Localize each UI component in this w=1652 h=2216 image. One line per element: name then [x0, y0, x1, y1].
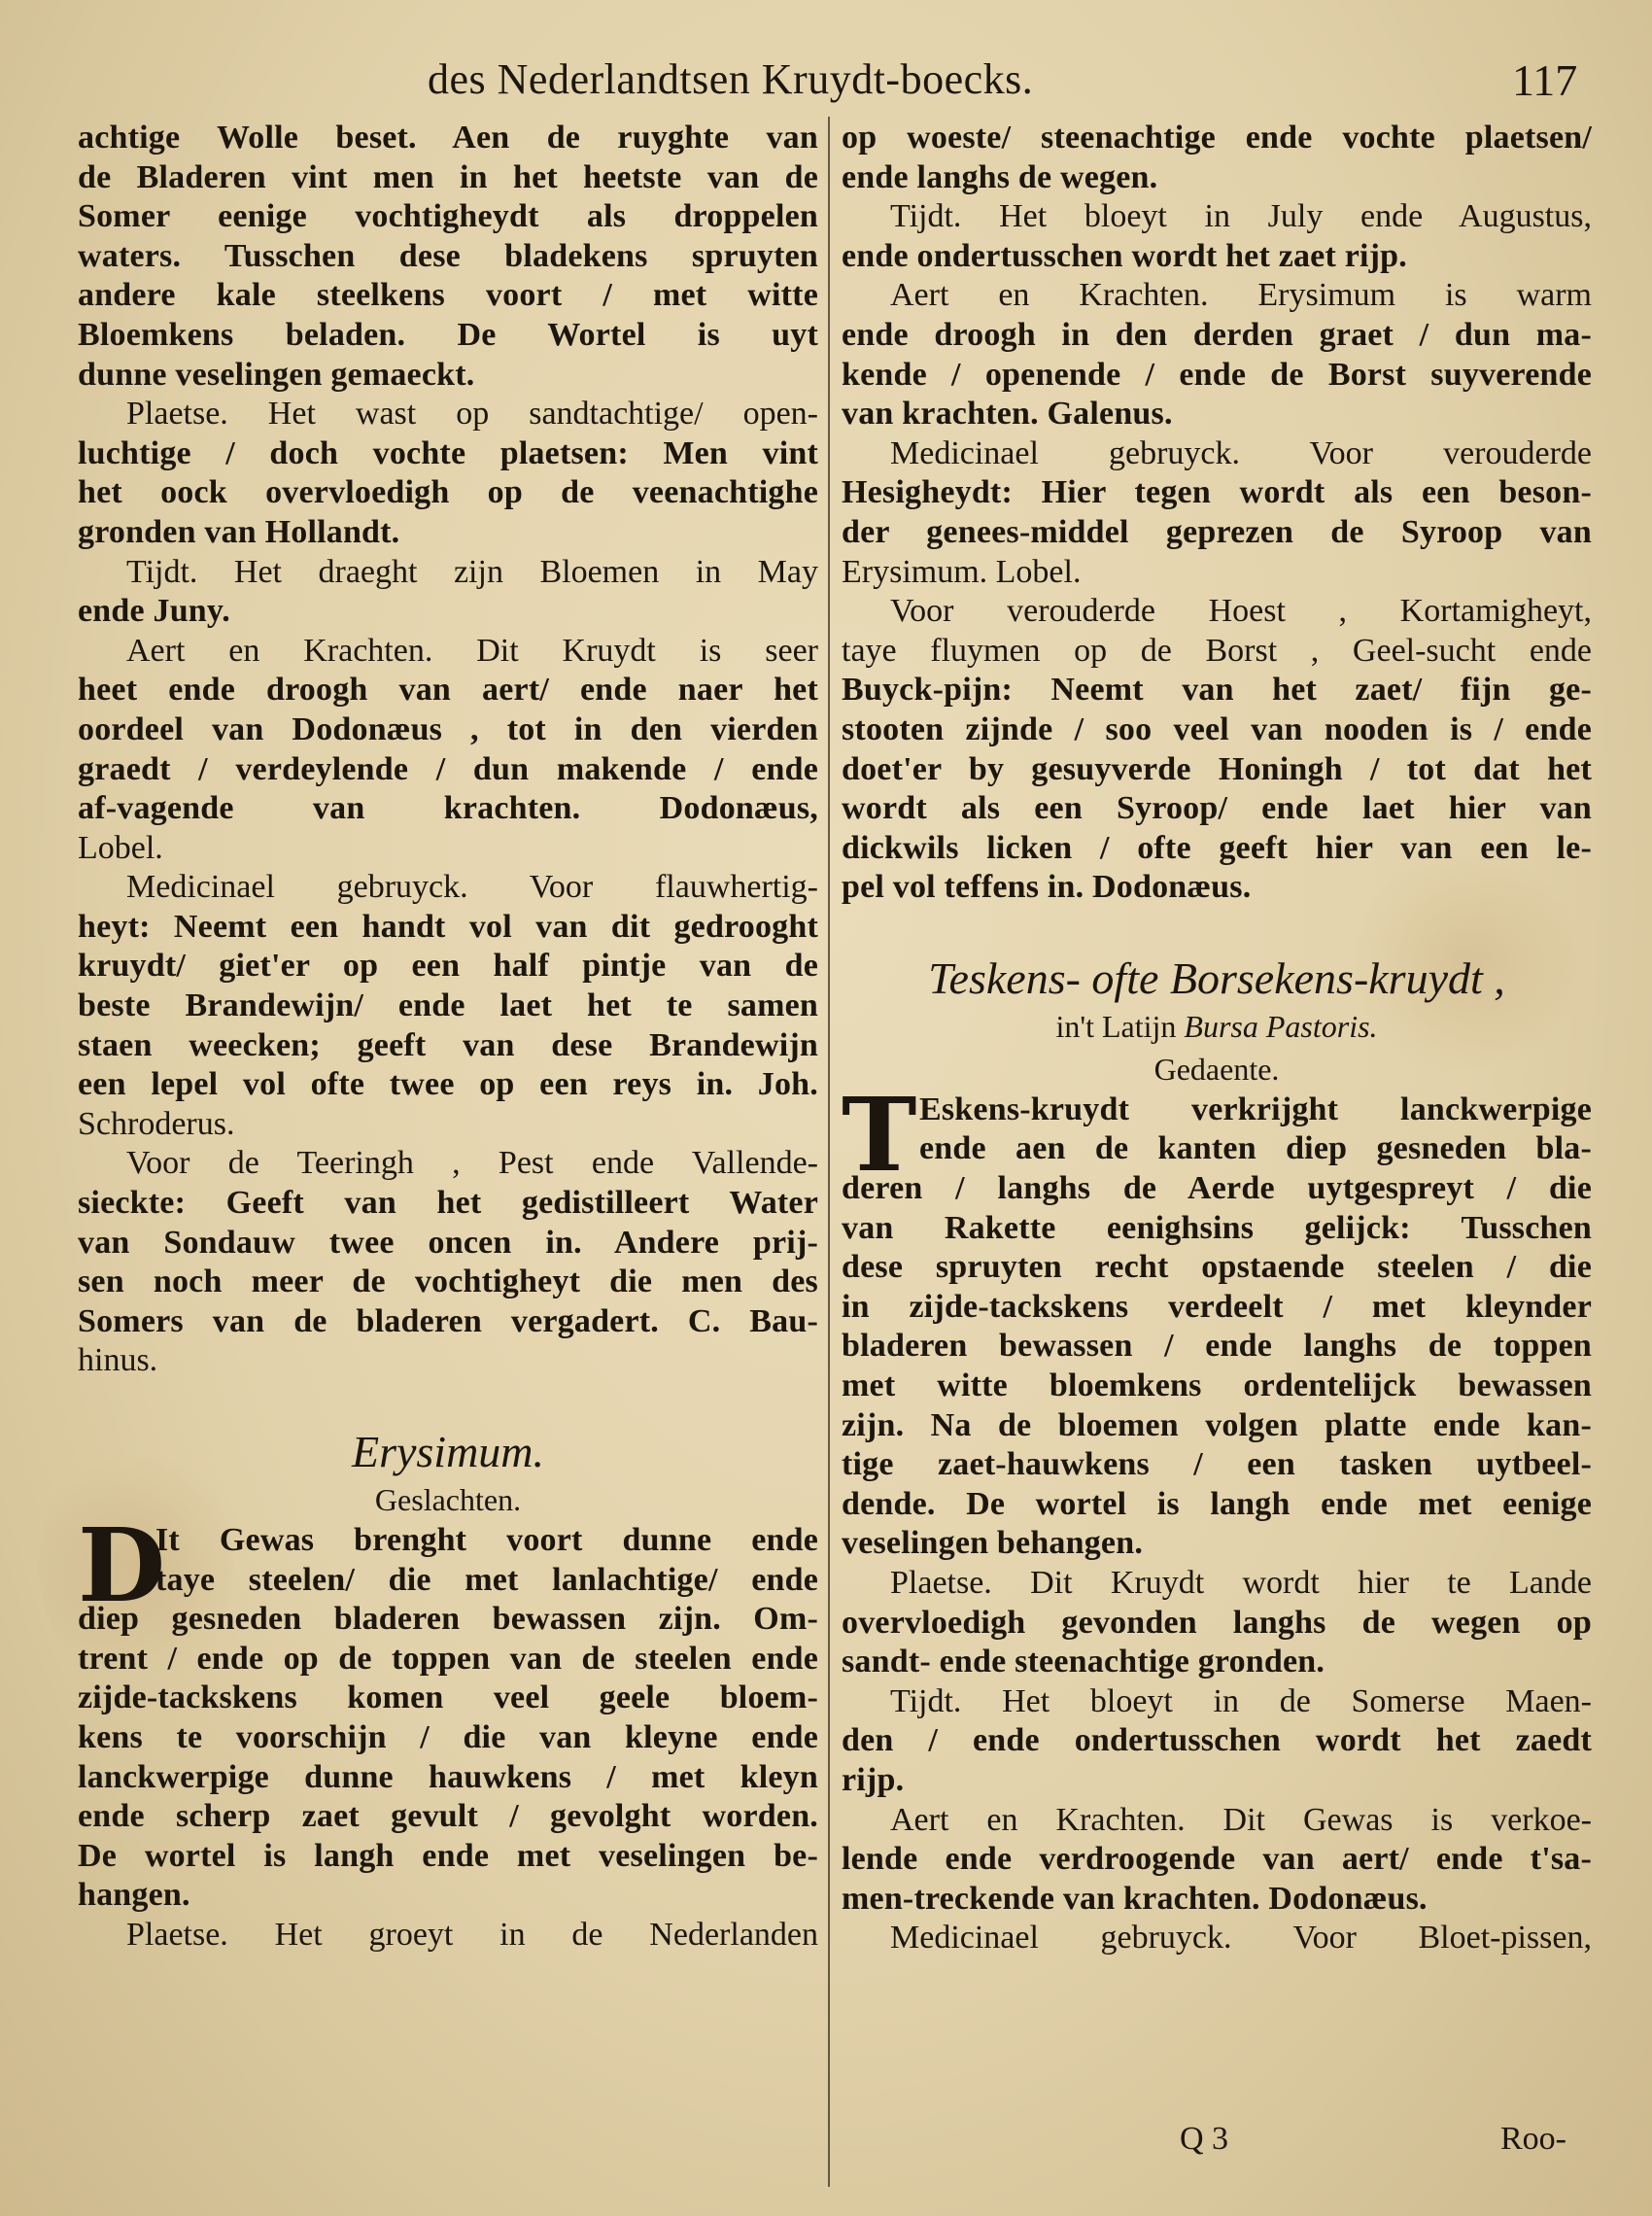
drop-cap: D	[78, 1506, 166, 1625]
right-text-block	[842, 1169, 1592, 1958]
right-column	[842, 119, 1592, 1958]
text-line: de Bladeren vint men in het heetste van de	[78, 158, 818, 195]
text-line: Aert en Krachten. Dit Gewas is verkoe-	[890, 1801, 1592, 1838]
section-title-teskens: Teskens- ofte Borsekens-kruydt ,	[928, 952, 1505, 1003]
text-line: graedt / verdeylende / dun makende / ende	[78, 750, 818, 787]
text-line: een lepel vol ofte twee op een reys in. Joh.	[78, 1066, 818, 1103]
text-line: Hesigheydt: Hier tegen wordt als een beson-	[842, 474, 1592, 511]
text-line: Schroderus.	[78, 1105, 235, 1142]
text-line: ende scherp zaet gevult / gevolght worden.	[78, 1798, 818, 1835]
text-line: ende Juny.	[78, 593, 230, 630]
text-line: Plaetse. Het wast op sandtachtige/ open-	[126, 396, 818, 433]
catchword: Roo-	[1500, 2121, 1566, 2157]
text-line: tige zaet-hauwkens / een tasken uytbeel-	[842, 1446, 1592, 1483]
text-line: rijp.	[842, 1761, 905, 1798]
text-line: van Rakette eenighsins gelijck: Tusschen	[842, 1209, 1592, 1246]
text-line: heyt: Neemt een handt vol van dit gedrooght	[78, 908, 818, 945]
text-line: Tijdt. Het bloeyt in de Somerse Maen-	[890, 1682, 1592, 1719]
section-subheading: Gedaente.	[1153, 1051, 1280, 1087]
left-column	[78, 119, 818, 1956]
text-line: men-treckende van krachten. Dodonæus.	[842, 1880, 1428, 1917]
text-line: doet'er by gesuyverde Honingh / tot dat het	[842, 750, 1592, 787]
text-line: lende ende verdroogende van aert/ ende t'sa-	[842, 1841, 1592, 1878]
text-line: den / ende ondertusschen wordt het zaedt	[842, 1722, 1592, 1759]
text-line: heet ende droogh van aert/ ende naer het	[78, 672, 818, 709]
text-line: ende langhs de wegen.	[842, 158, 1158, 195]
text-line: van krachten. Galenus.	[842, 396, 1173, 433]
text-line: Plaetse. Het groeyt in de Nederlanden	[126, 1916, 818, 1953]
text-line: hinus.	[78, 1342, 158, 1379]
text-line: stooten zijnde / soo veel van nooden is / ende	[842, 710, 1592, 747]
text-line: Eskens-kruydt verkrijght lanckwerpige	[919, 1091, 1592, 1127]
text-line: op woeste/ steenachtige ende vochte plaetsen/	[842, 120, 1592, 156]
latin-name-line	[842, 1005, 1592, 1048]
text-line: diep gesneden bladeren bewassen zijn. Om-	[78, 1601, 818, 1638]
text-line: gronden van Hollandt.	[78, 513, 400, 550]
text-line: oordeel van Dodonæus , tot in den vierden	[78, 710, 818, 747]
text-line: taye steelen/ die met lanlachtige/ ende	[155, 1561, 818, 1598]
text-line: achtige Wolle beset. Aen de ruyghte van	[78, 120, 818, 156]
text-line: andere kale steelkens voort / met witte	[78, 277, 818, 314]
text-line: Tijdt. Het draeght zijn Bloemen in May	[126, 553, 818, 590]
latin-name: Bursa Pastoris.	[1184, 1008, 1378, 1044]
text-line: dickwils licken / ofte geeft hier van een le-	[842, 829, 1592, 866]
signature-mark: Q 3	[1180, 2121, 1229, 2157]
text-line: dende. De wortel is langh ende met eenige	[842, 1485, 1592, 1522]
section-title-erysimum: Erysimum.	[351, 1427, 545, 1476]
text-line: Aert en Krachten. Dit Kruydt is seer	[126, 632, 818, 669]
text-line: Voor de Teeringh , Pest ende Vallende-	[126, 1145, 818, 1182]
text-line: het oock overvloedigh op de veenachtighe	[78, 474, 818, 511]
latin-prefix: in't Latijn	[1055, 1008, 1177, 1044]
left-text-block	[78, 1600, 818, 1955]
text-line: van Sondauw twee oncen in. Andere prij-	[78, 1224, 818, 1261]
text-line: kende / openende / ende de Borst suyverende	[842, 356, 1592, 393]
text-line: Aert en Krachten. Erysimum is warm	[890, 277, 1592, 314]
text-line: luchtige / doch vochte plaetsen: Men vint	[78, 434, 818, 471]
text-line: af-vagende van krachten. Dodonæus,	[78, 790, 818, 827]
text-line: der genees-middel geprezen de Syroop van	[842, 513, 1592, 550]
text-line: De wortel is langh ende met veselingen be-	[78, 1837, 818, 1874]
running-head: des Nederlandtsen Kruydt-boecks.	[428, 55, 1034, 103]
text-line: Somers van de bladeren vergadert. C. Bau-	[78, 1302, 818, 1339]
text-line: deren / langhs de Aerde uytgespreyt / die	[842, 1170, 1592, 1207]
text-line: It Gewas brenght voort dunne ende	[155, 1522, 818, 1558]
column-rule	[828, 117, 830, 2187]
page-number: 117	[1512, 55, 1578, 105]
text-line: met witte bloemkens ordentelijck bewassen	[842, 1368, 1592, 1404]
text-line: in zijde-tackskens verdeelt / met kleynder	[842, 1288, 1592, 1325]
text-line: Medicinael gebruyck. Voor flauwhertig-	[126, 869, 818, 906]
left-text-block	[78, 119, 818, 1381]
text-line: bladeren bewassen / ende langhs de toppen	[842, 1328, 1592, 1365]
text-line: beste Brandewijn/ ende laet het te samen	[78, 987, 818, 1024]
section-subheading: Geslachten.	[374, 1482, 522, 1517]
right-text-block	[842, 119, 1592, 908]
text-line: Bloemkens beladen. De Wortel is uyt	[78, 316, 818, 353]
text-line: Medicinael gebruyck. Voor verouderde	[890, 434, 1592, 471]
text-line: waters. Tusschen dese bladekens spruyten	[78, 237, 818, 274]
text-line: lanckwerpige dunne hauwkens / met kleyn	[78, 1758, 818, 1795]
text-line: dese spruyten recht opstaende steelen / die	[842, 1249, 1592, 1286]
text-line: hangen.	[78, 1877, 190, 1914]
text-line: veselingen behangen.	[842, 1525, 1144, 1562]
drop-cap: T	[842, 1074, 917, 1195]
text-line: kens te voorschijn / die van kleyne ende	[78, 1718, 818, 1755]
text-line: sandt- ende steenachtige gronden.	[842, 1644, 1325, 1680]
text-line: zijn. Na de bloemen volgen platte ende kan-	[842, 1406, 1592, 1443]
text-line: Voor verouderde Hoest , Kortamigheyt,	[890, 593, 1592, 630]
text-line: pel vol teffens in. Dodonæus.	[842, 869, 1252, 906]
text-line: wordt als een Syroop/ ende laet hier van	[842, 790, 1592, 827]
text-line: kruydt/ giet'er op een half pintje van de	[78, 948, 818, 985]
text-line: ende aen de kanten diep gesneden bla-	[919, 1130, 1592, 1167]
text-line: Plaetse. Dit Kruydt wordt hier te Lande	[890, 1565, 1592, 1601]
text-line: taye fluymen op de Borst , Geel-sucht ende	[842, 632, 1592, 669]
text-line: Erysimum. Lobel.	[842, 553, 1082, 590]
text-line: Tijdt. Het bloeyt in July ende Augustus,	[890, 198, 1592, 235]
text-line: zijde-tackskens komen veel geele bloem-	[78, 1679, 818, 1716]
text-line: Somer eenige vochtigheydt als droppelen	[78, 198, 818, 235]
text-line: sen noch meer de vochtigheyt die men des	[78, 1264, 818, 1300]
text-line: ende ondertusschen wordt het zaet rijp.	[842, 237, 1407, 274]
text-line: staen weecken; geeft van dese Brandewijn	[78, 1026, 818, 1063]
text-line: Buyck-pijn: Neemt van het zaet/ fijn ge-	[842, 672, 1592, 709]
text-line: trent / ende op de toppen van de steelen ende	[78, 1640, 818, 1677]
text-line: Medicinael gebruyck. Voor Bloet-pissen,	[890, 1920, 1592, 1956]
text-line: overvloedigh gevonden langhs de wegen op	[842, 1604, 1592, 1641]
text-line: ende droogh in den derden graet / dun ma-	[842, 316, 1592, 353]
text-line: Lobel.	[78, 829, 163, 866]
text-line: sieckte: Geeft van het gedistilleert Water	[78, 1185, 818, 1222]
text-line: dunne veselingen gemaeckt.	[78, 356, 475, 393]
